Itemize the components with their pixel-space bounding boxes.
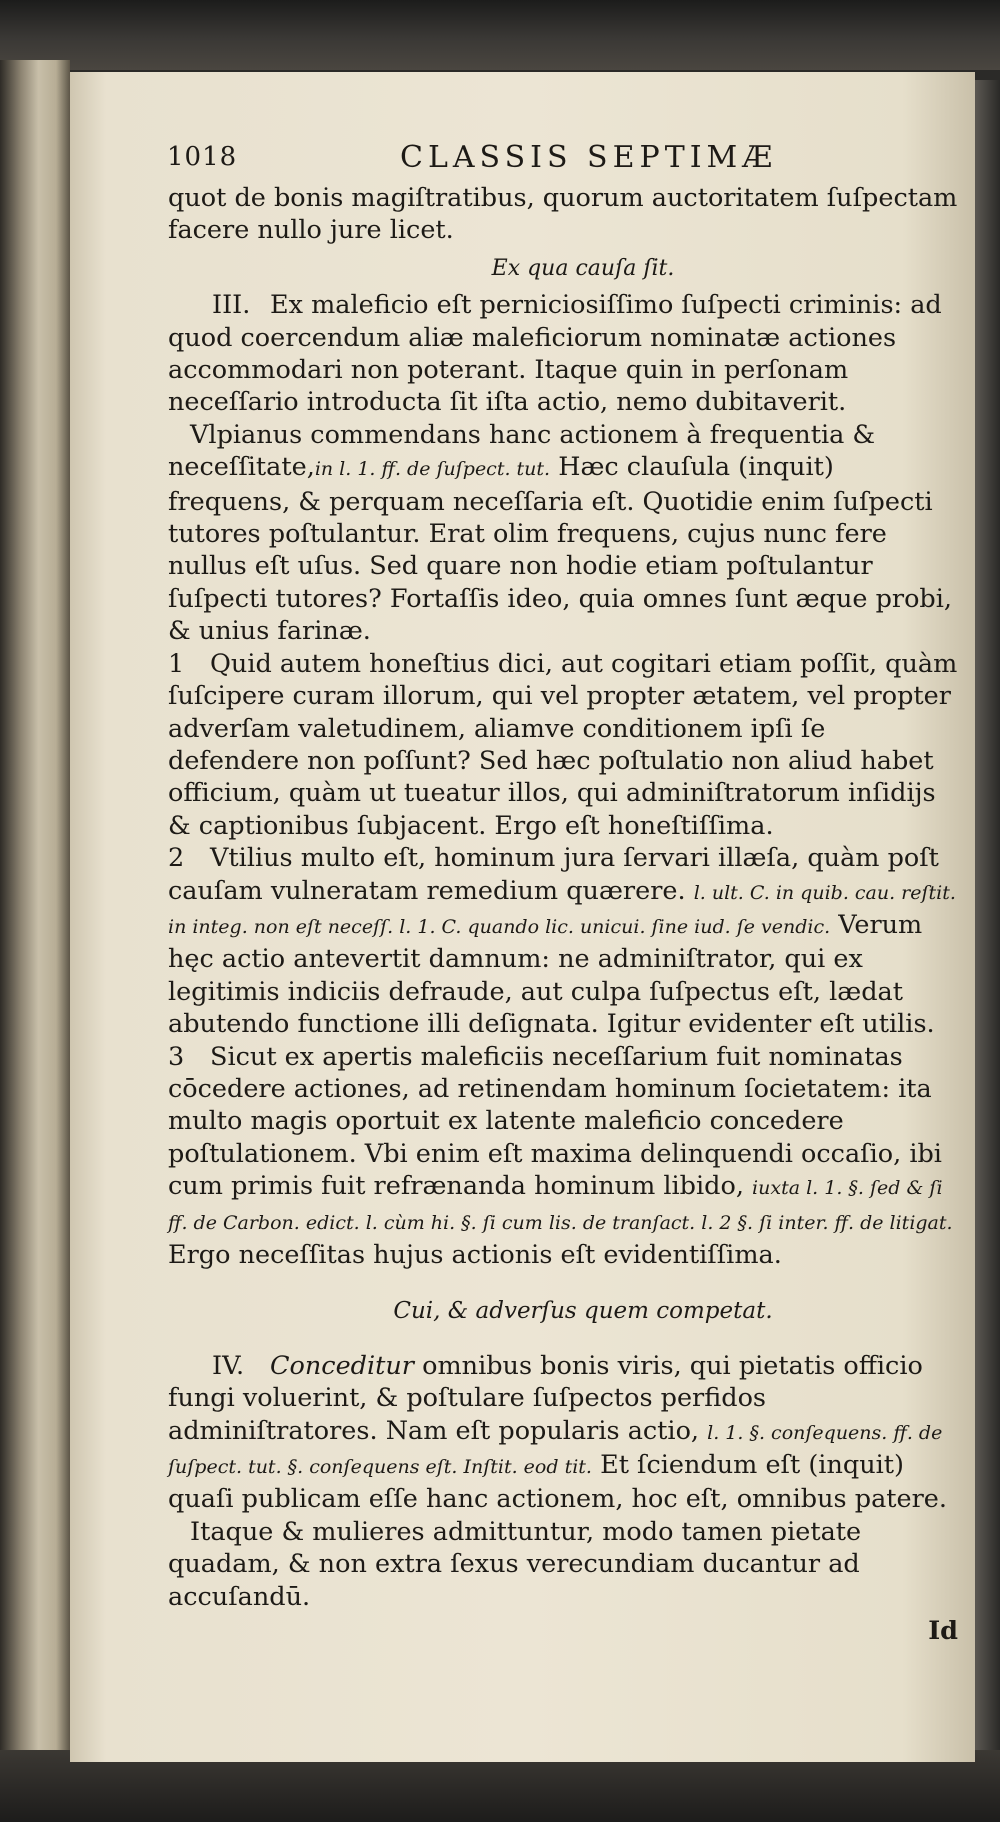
paragraph-text: Verum hęc actio antevertit damnum: ne adminiſtrator, qui ex legitimis indiciis defraude, aut culpa ſuſpectus eſt, lædat abutendo functione illi deſignata. Igitur evidenter eſt utilis.	[168, 909, 935, 1040]
paragraph-ulpianus	[168, 419, 958, 648]
paragraph-text: Quid autem honeſtius dici, aut cogitari etiam poſſit, quàm ſuſcipere curam illorum, qui vel propter ætatem, vel propter adverſam valetudinem, aliamve conditionem ipſi ſe defendere non poſſunt? Sed hæc poſtulatio non aliud habet officium, quàm ut tueatur illos, qui adminiſtratorum inſidijs & captionibus ſubjacent. Ergo eſt honeſtiſſima.	[168, 648, 958, 841]
page-text	[168, 182, 958, 1647]
paragraph-text: Vtilius multo eſt, hominum jura ſervari illæſa, quàm poſt cauſam vulneratam remedium quærere.	[168, 843, 939, 906]
marginal-number: 2	[168, 843, 185, 874]
citation: l. 1. §. conſequens. ff. de ſuſpect. tut. §. conſequens eſt. Inſtit. eod tit.	[168, 1421, 943, 1479]
marginal-number: 1	[168, 648, 185, 679]
paragraph-3	[168, 1041, 958, 1272]
paragraph-iv	[168, 1350, 958, 1516]
paragraph-continued: quot de bonis magiſtratibus, quorum auctoritatem ſuſpectam facere nullo jure licet.	[168, 183, 958, 246]
paragraph-text: Sicut ex apertis maleficiis neceſſarium fuit nominatas cōcedere actiones, ad retinendam hominum ſocietatem: ita multo magis oportuit ex latente maleficio concedere poſtulationem. Vbi enim eſt maxima delinquendi occaſio, ibi cum primis fuit refrænanda hominum libido,	[168, 1041, 942, 1202]
running-head: CLASSIS SEPTIMÆ	[400, 140, 778, 175]
page-edges-left	[0, 60, 70, 1760]
book-top-shadow	[0, 0, 1000, 70]
paragraph-text: Ex maleficio eſt perniciosiſſimo ſuſpecti criminis: ad quod coercendum aliæ maleficiorum nominatæ actiones accommodari non poterant. Itaque quin in perſonam neceſſario introducta ſit iſta actio, nemo dubitaverit.	[168, 290, 942, 418]
book-page	[70, 72, 975, 1762]
citation: in l. 1. ff. de ſuſpect. tut.	[314, 458, 551, 481]
emphasis-word: Conceditur	[270, 1350, 414, 1381]
paragraph-text: Et ſciendum eſt (inquit) quaſi publicam eſſe hanc actionem, hoc eſt, omnibus patere.	[168, 1450, 947, 1515]
section-subheading: Ex qua cauſa ſit.	[491, 255, 675, 281]
paragraph-1	[168, 648, 958, 842]
paragraph-text: omnibus bonis viris, qui pietatis officio fungi voluerint, & poſtulare ſuſpectos perfidos adminiſtratores. Nam eſt popularis actio,	[168, 1350, 923, 1446]
paragraph-text: Vlpianus commendans hanc actionem à frequentia & neceſſitate,	[168, 419, 876, 483]
citation: iuxta l. 1. §. ſed & ſi ff. de Carbon. edict. l. cùm hi. §. ſi cum lis. de tranſact. l. 2 §. ſi inter. ff. de litigat.	[168, 1177, 953, 1234]
catchword: Id	[928, 1616, 958, 1647]
paragraph-text: Ergo neceſſitas hujus actionis eſt evidentiſſima.	[168, 1240, 782, 1270]
paragraph-2	[168, 842, 958, 1040]
paragraph-mulieres: Itaque & mulieres admittuntur, modo tamen pietate quadam, & non extra ſexus verecundiam ducantur ad accuſandū.	[168, 1516, 862, 1612]
paragraph-iii	[168, 289, 958, 419]
page-number: 1018	[167, 142, 238, 172]
paragraph-text: Hæc clauſula (inquit) frequens, & perquam neceſſaria eſt. Quotidie enim ſuſpecti tutores poſtulantur. Erat olim frequens, cujus nunc fere nullus eſt uſus. Sed quare non hodie etiam poſtulantur ſuſpecti tutores? Fortaſſis ideo, quia omnes ſunt æque probi, & unius farinæ.	[168, 452, 953, 647]
section-number: IV.	[212, 1350, 245, 1381]
section-subheading: Cui, & adverſus quem competat.	[393, 1298, 773, 1325]
section-number: III.	[212, 290, 251, 321]
citation: l. ult. C. in quib. cau. reſtit. in integ. non eſt neceſſ. l. 1. C. quando lic. unicui. ſine iud. ſe vendic.	[168, 881, 956, 938]
marginal-number: 3	[168, 1041, 185, 1072]
